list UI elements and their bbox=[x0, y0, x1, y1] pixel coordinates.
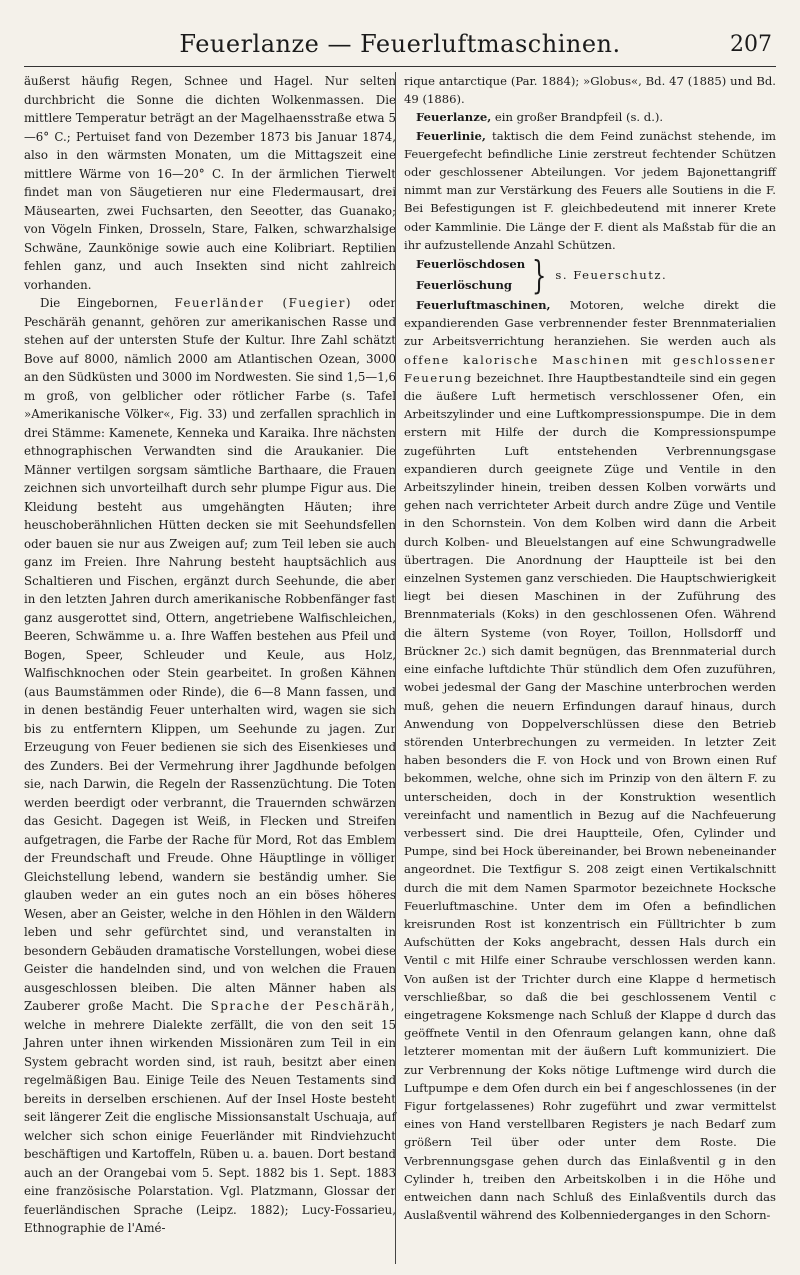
paragraph-inhabitants bbox=[24, 294, 396, 1238]
running-title: Feuerlanze — Feuerluftmaschinen. bbox=[179, 30, 621, 58]
entry-feuerlanze bbox=[404, 108, 776, 126]
right-column bbox=[404, 72, 776, 1224]
paragraph-climate-fauna: äußerst häufig Regen, Schnee und Hagel. Nur selten durchbricht die Sonne die dichten Wolkenmassen. Die mittlere Temperatur beträgt an der Magelhaensstraße etwa 5—6° C.; Pertuiset fand von Dezember 1873 bis Januar 1874, also in den wärmsten Monaten, um die Mittagszeit eine mittlere Wärme von 16—20° C. In der ärmlichen Tierwelt findet man von Säugetieren nur eine Fledermausart, drei Mäusearten, zwei Fuchsarten, den Seeotter, das Guanako; von Vögeln Finken, Drosseln, Stare, Falken, schwarzhalsige Schwäne, Zaunkönige sowie auch eine Kolibriart. Reptilien fehlen ganz, und auch Insekten sind nicht zahlreich vorhanden. bbox=[24, 74, 396, 292]
headword: Feuerlöschdosen bbox=[416, 257, 526, 272]
entry-text: ein großer Brandpfeil (s. d.). bbox=[494, 110, 664, 125]
entry-feuerloeschdosen-group bbox=[416, 254, 776, 296]
headword: Feuerluftmaschinen, bbox=[416, 298, 551, 313]
term-sprache: Sprache der Peschäräh, bbox=[210, 999, 396, 1013]
entry-text: bezeichnet. Ihre Hauptbestandteile sind ein gegen die äußere Luft hermetisch verschlossener Ofen, ein Arbeitszylinder und eine Luftkompressionspumpe. Die in dem erstern mit Hilfe der durch die Kompressionspumpe zugeführten Luft entstehenden Verbrennungsgase expandieren durch geeignete Züge und Ventile in den Arbeitszylinder hinein, treiben dessen Kolben vorwärts und gehen nach verrichteter Arbeit durch andre Züge und Ventile in den Schornstein. Von dem Kolben wird dann die Arbeit durch Kolben- und Bleuelstangen auf eine Schwungradwelle übertragen. Die Anordnung der Hauptteile ist bei den einzelnen Systemen ganz verschieden. Die Hauptschwierigkeit liegt bei diesen Maschinen in der Zuführung des Brennmaterials (Koks) in den geschlossenen Ofen. Während die ältern Systeme (von Royer, Toillon, Hollsdorff und Brückner 2c.) sich damit begnügen, das Brennmaterial durch eine einfache luftdichte Thür stündlich dem Ofen zuzuführen, wobei jedesmal der Gang der Maschine unterbrochen werden muß, gehen die neuern Erfindungen darauf hinaus, durch Anwendung von Doppelverschlüssen diese den Betrieb störenden Unterbrechungen zu vermeiden. In letzter Zeit haben besonders die F. von Hock und von Brown einen Ruf bekommen, welche, ohne sich im Prinzip von den ältern F. zu unterscheiden, doch in der Konstruktion wesentlich vereinfacht und namentlich in Bezug auf die Nachfeuerung verbessert sind. Die drei Hauptteile, Ofen, Cylinder und Pumpe, sind bei Hock übereinander, bei Brown nebeneinander angeordnet. Die Textfigur S. 208 zeigt einen Vertikalschnitt durch die mit dem Namen Sparmotor bezeichnete Hocksche Feuerluftmaschine. Unter dem im Ofen a befindlichen kreisrunden Rost ist konzentrisch ein Fülltrichter b zum Aufschütten der Koks angebracht, dessen Hals durch ein Ventil c mit Hilfe einer Schraube verschlossen werden kann. Von außen ist der Trichter durch eine Klappe d hermetisch verschließbar, so daß die bei geschlossenem Ventil c eingetragene Koksmenge nach Schluß der Klappe d durch das geöffnete Ventil in den Ofenraum gelangen kann, ohne daß letzterer momentan mit der äußern Luft kommuniziert. Die zur Verbrennung der Koks nötige Luftmenge wird durch die Luftpumpe e dem Ofen durch ein bei f angeschlossenes (in der Figur fortgelassenes) Rohr zugeführt und zwar vermittelst eines von Hand verstellbaren Registers je nach Bedarf zum größern Teil über oder unter dem Roste. Die Verbrennungsgase gehen durch das Einlaßventil g in den Cylinder h, treiben den Arbeitskolben i in die Höhe und entweichen dann nach Schluß des Einlaßventils durch das Auslaßventil während des Kolbenniederganges in den Schorn- bbox=[404, 370, 776, 1223]
paragraph-continuation: rique antarctique (Par. 1884); »Globus«, Bd. 47 (1885) und Bd. 49 (1886). bbox=[404, 74, 776, 107]
paragraph-intro: Die Eingebornen, bbox=[40, 296, 158, 310]
brace-glyph: } bbox=[532, 253, 547, 298]
page-number: 207 bbox=[730, 32, 772, 57]
term-offene-kalorische-maschinen: offene kalorische Maschinen bbox=[404, 352, 630, 367]
paragraph-text: oder Peschäräh genannt, gehören zur amerikanischen Rasse und stehen auf der untersten Stufe der Kultur. Ihre Zahl schätzt Bove auf 8000, nämlich 2000 am Atlantischen Ozean, 3000 an den Südküsten und 3000 im Nordwesten. Sie sind 1,5—1,6 m groß, von gelblicher oder rötlicher Farbe (s. Tafel »Amerikanische Völker«, Fig. 33) und zerfallen sprachlich in drei Stämme: Kamenete, Kenneka und Karaika. Ihre nächsten ethnographischen Verwandten sind die Araukanier. Die Männer vertilgen sorgsam sämtliche Barthaare, die Frauen zeichnen sich unvorteilhaft durch sehr plumpe Figur aus. Die Kleidung besteht aus umgehängten Häuten; ihre heuschoberähnlichen Hütten decken sie mit Seehundsfellen oder bauen sie nur aus Zweigen auf; zum Teil leben sie auch ganz im Freien. Ihre Nahrung besteht hauptsächlich aus Schaltieren und Fischen, ergänzt durch Seehunde, die aber in den letzten Jahren durch amerikanische Robbenfänger fast ganz ausgerottet sind, Ottern, angetriebene Walfischleichen, Beeren, Schwämme u. a. Ihre Waffen bestehen aus Pfeil und Bogen, Speer, Schleuder und Keule, aus Holz, Walfischknochen oder Stein gearbeitet. In großen Kähnen (aus Baumstämmen oder Rinde), die 6—8 Mann fassen, und in denen beständig Feuer unterhalten wird, wagen sie sich bis zu entferntern Klippen, um Seehunde zu jagen. Zur Erzeugung von Feuer bedienen sie sich des Eisenkieses und des Zunders. Bei der Vermehrung ihrer Jagdhunde befolgen sie, nach Darwin, die Regeln der Rassenzüchtung. Die Toten werden beerdigt oder verbrannt, die Trauernden schwärzen das Gesicht. Dagegen ist Weiß, in Flecken und Streifen aufgetragen, die Farbe der Rache für Mord, Rot das Emblem der Freundschaft und Freude. Ohne Häuptlinge in völliger Gleichstellung lebend, wandern sie beständig umher. Sie glauben weder an ein gutes noch an ein böses höheres Wesen, aber an Geister, welche in den Höhlen in den Wäldern leben und sehr gefürchtet sind, und veranstalten in besondern Gebäuden dramatische Vorstellungen, wobei diese Geister die handelnden sind, und von welchen die Frauen ausgeschlossen bleiben. Die alten Männer haben als Zauberer große Macht. bbox=[24, 296, 397, 1013]
paragraph-text: welche in mehrere Dialekte zerfällt, die von den seit 15 Jahren unter ihnen wirkenden Missionären zum Teil in ein System gebracht worden sind, ist rauh, besitzt aber einen regelmäßigen Bau. Einige Teile des Neuen Testaments sind bereits in derselben erschienen. Auf der Insel Hoste besteht seit längerer Zeit die englische Missionsanstalt Uschuaja, auf welcher sich schon einige Feuerländer mit Rindviehzucht beschäftigen und Kartoffeln, Rüben u. a. bauen. Dort bestand auch an der Orangebai vom 5. Sept. 1882 bis 1. Sept. 1883 eine französische Polarstation. Vgl. Platzmann, Glossar der feuerländischen Sprache (Leipz. 1882); Lucy-Fossarieu, Ethnographie de l'Amé- bbox=[24, 1017, 396, 1235]
cross-reference: s. Feuerschutz. bbox=[555, 267, 668, 282]
header-rule bbox=[24, 66, 776, 67]
entry-text: taktisch die dem Feind zunächst stehende, im Feuergefecht befindliche Linie zerstreut fechtender Schützen oder geschlossener Abteilungen. Vor jedem Bajonettangriff nimmt man zur Verstärkung des Feuers alle Soutiens in die F. Bei Befestigungen ist F. gleichbedeutend mit innerer Krete oder Kammlinie. Die Länge der F. dient als Maßstab für die an ihr aufzustellende Anzahl Schützen. bbox=[404, 128, 777, 252]
headword: Feuerlöschung bbox=[416, 278, 513, 293]
headword: Feuerlanze, bbox=[416, 110, 492, 125]
paragraph-intro: Die bbox=[182, 999, 203, 1013]
page-header bbox=[24, 30, 776, 64]
term-geschlossener-feuerung: geschlossener Feuerung bbox=[404, 352, 777, 385]
entry-text: Motoren, welche direkt die expandierenden Gase verbrennender fester Brennmaterialien zur Arbeitsverrichtung heranziehen. Sie werden auch als bbox=[404, 298, 777, 349]
entry-feuerlinie bbox=[404, 127, 776, 254]
term-feuerlaender: Feuerländer (Fuegier) bbox=[174, 296, 352, 310]
column-divider bbox=[395, 72, 396, 1264]
left-column bbox=[24, 72, 396, 1238]
entry-text: mit bbox=[641, 352, 662, 367]
headword: Feuerlinie, bbox=[416, 128, 486, 143]
headword-pair bbox=[416, 254, 525, 296]
entry-feuerluftmaschinen bbox=[404, 296, 776, 1224]
